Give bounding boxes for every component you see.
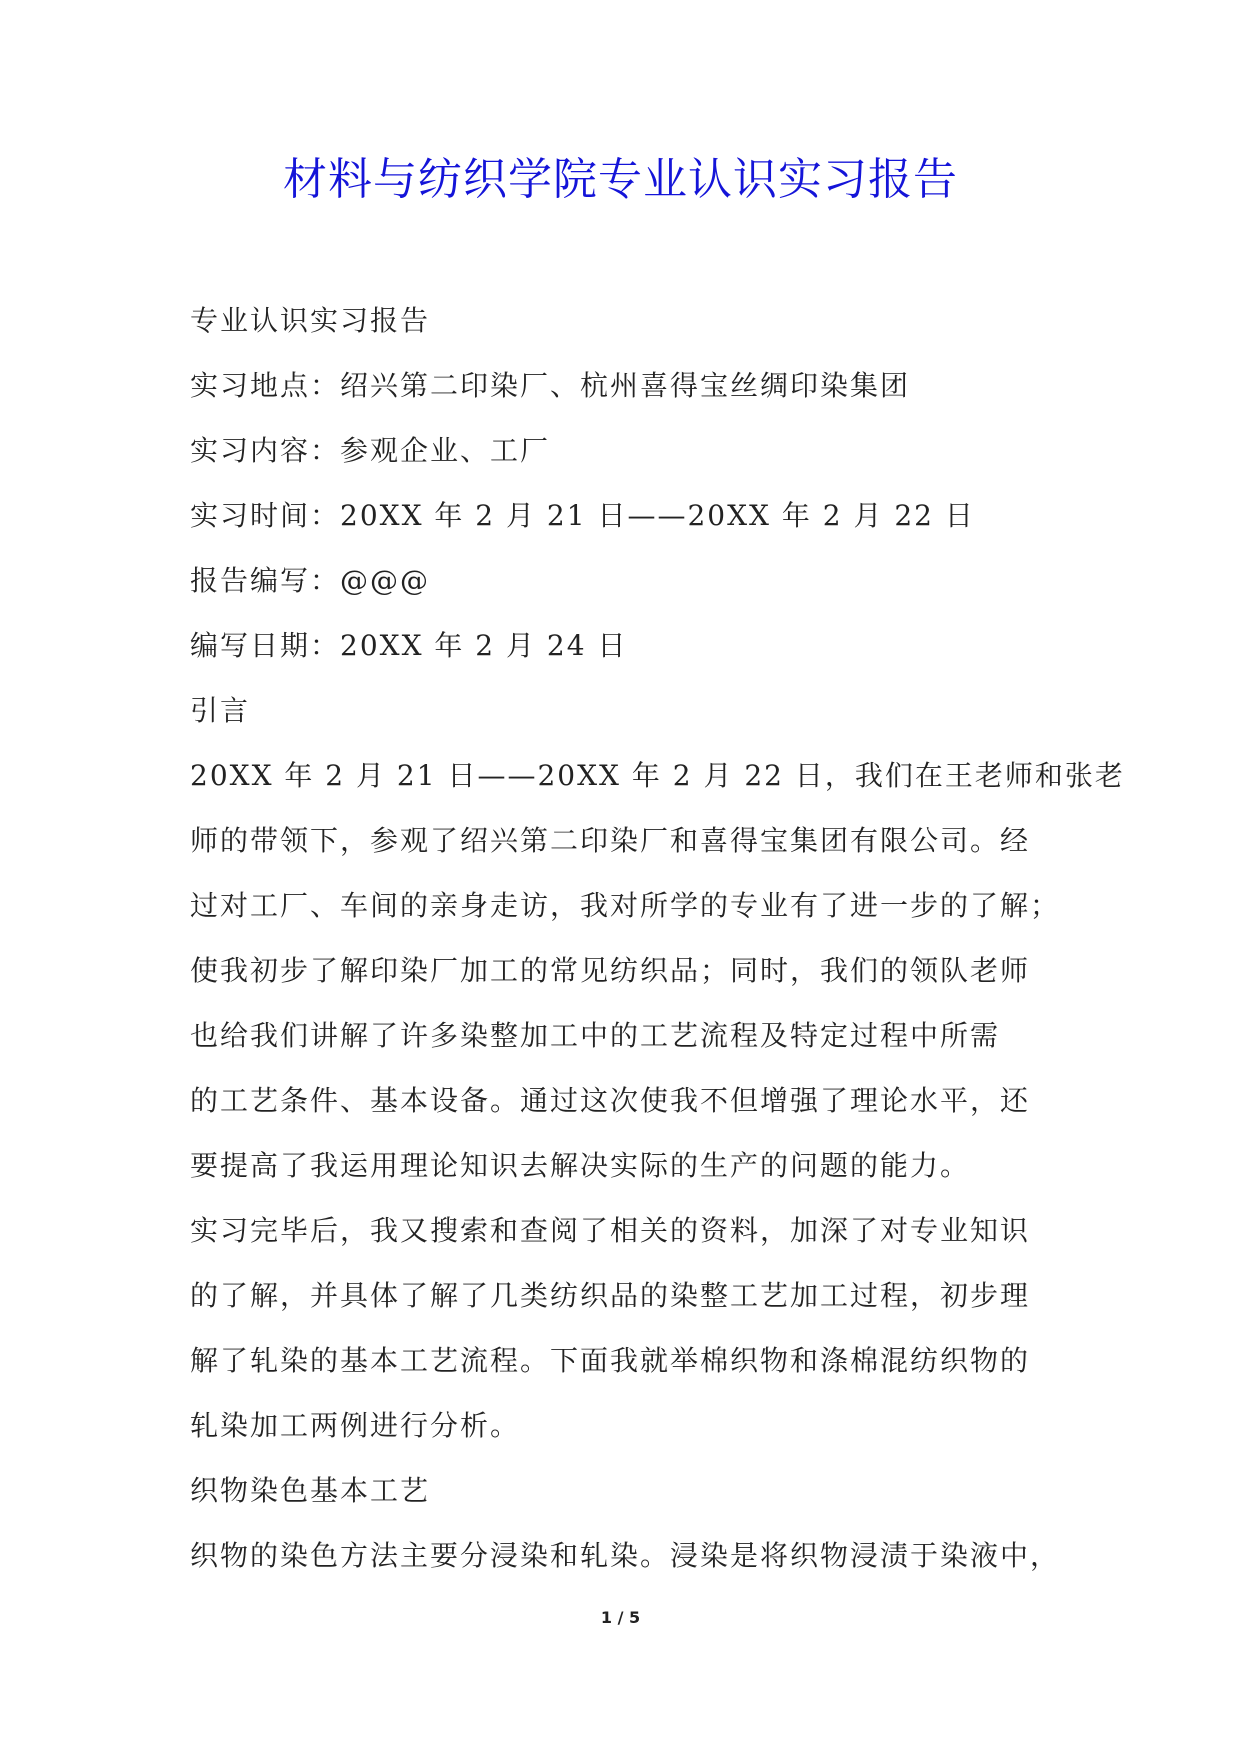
- intro-line: 使我初步了解印染厂加工的常见纺织品；同时，我们的领队老师: [190, 954, 1031, 987]
- after-line: 解了轧染的基本工艺流程。下面我就举棉织物和涤棉混纺织物的: [190, 1344, 1031, 1377]
- report-subtitle: 专业认识实习报告: [190, 304, 431, 337]
- after-line: 实习完毕后，我又搜索和查阅了相关的资料，加深了对专业知识: [190, 1214, 1031, 1247]
- intro-line: 20XX 年 2 月 21 日——20XX 年 2 月 22 日，我们在王老师和张老: [190, 759, 1125, 792]
- internship-time: 实习时间：20XX 年 2 月 21 日——20XX 年 2 月 22 日: [190, 499, 975, 532]
- intro-line: 师的带领下，参观了绍兴第二印染厂和喜得宝集团有限公司。经: [190, 824, 1031, 857]
- report-author: 报告编写：@@@: [190, 564, 431, 597]
- intro-heading: 引言: [190, 694, 251, 727]
- document-body: [190, 288, 1125, 1588]
- after-line: 轧染加工两例进行分析。: [190, 1409, 521, 1442]
- intro-line: 也给我们讲解了许多染整加工中的工艺流程及特定过程中所需: [190, 1019, 1001, 1052]
- section-heading: 织物染色基本工艺: [190, 1474, 431, 1507]
- document-title: 材料与纺织学院专业认识实习报告: [283, 154, 958, 205]
- intro-line: 要提高了我运用理论知识去解决实际的生产的问题的能力。: [190, 1149, 971, 1182]
- intro-line: 过对工厂、车间的亲身走访，我对所学的专业有了进一步的了解；: [190, 889, 1061, 922]
- intro-line: 的工艺条件、基本设备。通过这次使我不但增强了理论水平，还: [190, 1084, 1031, 1117]
- internship-content: 实习内容：参观企业、工厂: [190, 434, 551, 467]
- internship-location: 实习地点：绍兴第二印染厂、杭州喜得宝丝绸印染集团: [190, 369, 911, 402]
- dyeing-line: 织物的染色方法主要分浸染和轧染。浸染是将织物浸渍于染液中，: [190, 1539, 1061, 1572]
- page-number: 1 / 5: [600, 1608, 641, 1627]
- after-line: 的了解，并具体了解了几类纺织品的染整工艺加工过程，初步理: [190, 1279, 1031, 1312]
- report-date: 编写日期：20XX 年 2 月 24 日: [190, 629, 628, 662]
